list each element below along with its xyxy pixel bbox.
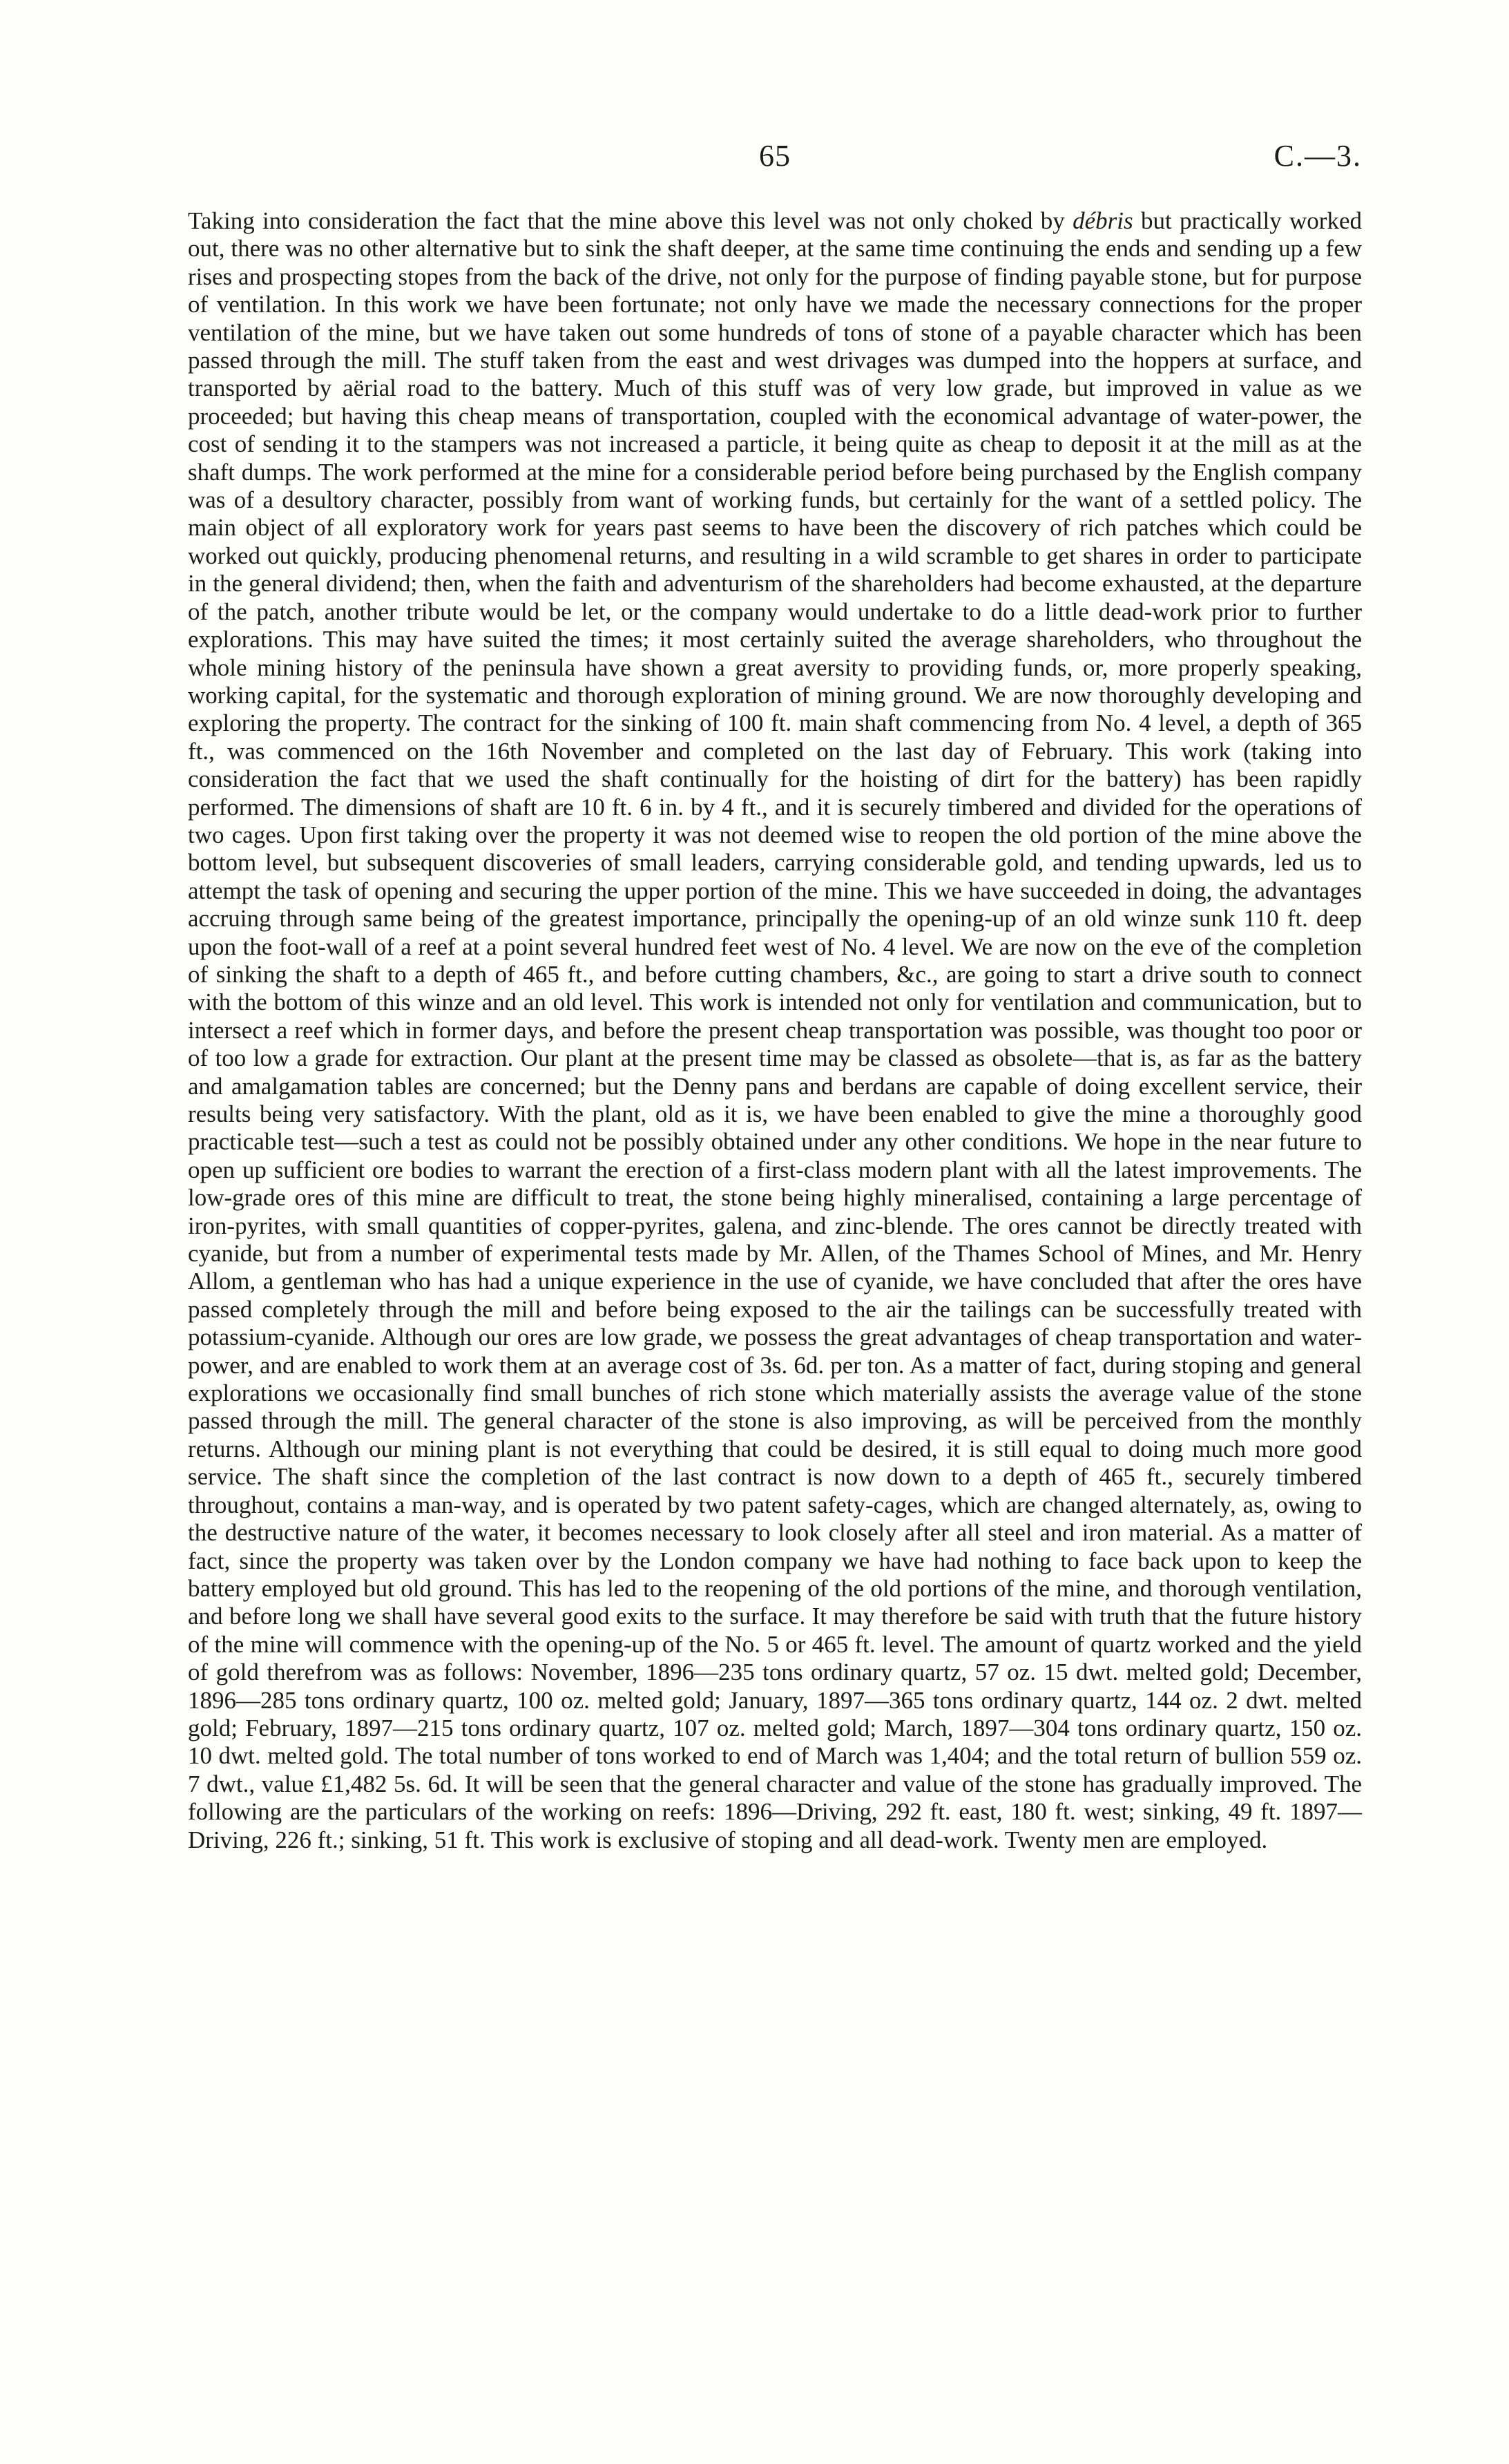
paragraph-text-start: Taking into consideration the fact that the mine above this level was not only choked by [188, 207, 1073, 234]
page-header [188, 138, 1362, 180]
page-number: 65 [759, 139, 791, 173]
report-paragraph [188, 207, 1362, 1854]
italic-term-debris: débris [1073, 207, 1133, 234]
paragraph-text [188, 207, 1362, 1854]
document-reference: C.—3. [1273, 139, 1362, 173]
paragraph-text-rest: but practically worked out, there was no other alternative but to sink the shaft deeper, at the same time continuing the ends and sending up a few rises and prospecting stopes from the back of the drive, not only for the purpose of finding payable stone, but for purpose of ventilation. In this work we have been fortunate; not only have we made the necessary connections for the proper ventilation of the mine, but we have taken out some hundreds of tons of stone of a payable character which has been passed through the mill. The stuff taken from the east and west drivages was dumped into the hoppers at surface, and transported by aërial road to the battery. Much of this stuff was of very low grade, but improved in value as we proceeded; but having this cheap means of transportation, coupled with the economical advantage of water-power, the cost of sending it to the stampers was not increased a particle, it being quite as cheap to deposit it at the mill as at the shaft dumps. The work performed at the mine for a considerable period before being purchased by the English company was of a desultory character, possibly from want of working funds, but certainly for the want of a settled policy. The main object of all exploratory work for years past seems to have been the discovery of rich patches which could be worked out quickly, producing phenomenal returns, and resulting in a wild scramble to get shares in order to participate in the general dividend; then, when the faith and adventurism of the shareholders had become exhausted, at the departure of the patch, another tribute would be let, or the company would undertake to do a little dead-work prior to further explorations. This may have suited the times; it most certainly suited the average shareholders, who throughout the whole mining history of the peninsula have shown a great aversity to providing funds, or, more properly speaking, working capital, for the systematic and thorough exploration of mining ground. We are now thoroughly developing and exploring the property. The contract for the sinking of 100 ft. main shaft commencing from No. 4 level, a depth of 365 ft., was commenced on the 16th November and completed on the last day of February. This work (taking into consideration the fact that we used the shaft continually for the hoisting of dirt for the battery) has been rapidly performed. The dimensions of shaft are 10 ft. 6 in. by 4 ft., and it is securely timbered and divided for the operations of two cages. Upon first taking over the property it was not deemed wise to reopen the old portion of the mine above the bottom level, but subsequent discoveries of small leaders, carrying considerable gold, and tending upwards, led us to attempt the task of opening and securing the upper portion of the mine. This we have succeeded in doing, the advantages accruing through same being of the greatest importance, principally the opening-up of an old winze sunk 110 ft. deep upon the foot-wall of a reef at a point several hundred feet west of No. 4 level. We are now on the eve of the completion of sinking the shaft to a depth of 465 ft., and before cutting chambers, &c., are going to start a drive south to connect with the bottom of this winze and an old level. This work is intended not only for ventilation and communication, but to intersect a reef which in former days, and before the present cheap transportation was possible, was thought too poor or of too low a grade for extraction. Our plant at the present time may be classed as obsolete—that is, as far as the battery and amalgamation tables are concerned; but the Denny pans and berdans are capable of doing excellent service, their results being very satisfactory. With the plant, old as it is, we have been enabled to give the mine a thoroughly good practicable test—such a test as could not be possibly obtained under any other conditions. We hope in the near future to open up sufficient ore bodies to warrant the erection of a first-class modern plant with all the latest improvements. The low-grade ores of this mine are difficult to treat, the stone being highly mineralised, containing a large percentage of iron-pyrites, with small quantities of copper-pyrites, galena, and zinc-blende. The ores cannot be directly treated with cyanide, but from a number of experimental tests made by Mr. Allen, of the Thames School of Mines, and Mr. Henry Allom, a gentleman who has had a unique experience in the use of cyanide, we have concluded that after the ores have passed completely through the mill and before being exposed to the air the tailings can be successfully treated with potassium-cyanide. Although our ores are low grade, we possess the great advantages of cheap transportation and water-power, and are enabled to work them at an average cost of 3s. 6d. per ton. As a matter of fact, during stoping and general explorations we occasionally find small bunches of rich stone which materially assists the average value of the stone passed through the mill. The general character of the stone is also improving, as will be perceived from the monthly returns. Although our mining plant is not everything that could be desired, it is still equal to doing much more good service. The shaft since the completion of the last contract is now down to a depth of 465 ft., securely timbered throughout, contains a man-way, and is operated by two patent safety-cages, which are changed alternately, as, owing to the destructive nature of the water, it becomes necessary to look closely after all steel and iron material. As a matter of fact, since the property was taken over by the London company we have had nothing to face back upon to keep the battery employed but old ground. This has led to the reopening of the old portions of the mine, and thorough ventilation, and before long we shall have several good exits to the surface. It may therefore be said with truth that the future history of the mine will commence with the opening-up of the No. 5 or 465 ft. level. The amount of quartz worked and the yield of gold therefrom was as follows: November, 1896—235 tons ordinary quartz, 57 oz. 15 dwt. melted gold; December, 1896—285 tons ordinary quartz, 100 oz. melted gold; January, 1897—365 tons ordinary quartz, 144 oz. 2 dwt. melted gold; February, 1897—215 tons ordinary quartz, 107 oz. melted gold; March, 1897—304 tons ordinary quartz, 150 oz. 10 dwt. melted gold. The total number of tons worked to end of March was 1,404; and the total return of bullion 559 oz. 7 dwt., value £1,482 5s. 6d. It will be seen that the general character and value of the stone has gradually improved. The following are the particulars of the working on reefs: 1896—Driving, 292 ft. east, 180 ft. west; sinking, 49 ft. 1897—Driving, 226 ft.; sinking, 51 ft. This work is exclusive of stoping and all dead-work. Twenty men are employed. [188, 207, 1362, 1853]
